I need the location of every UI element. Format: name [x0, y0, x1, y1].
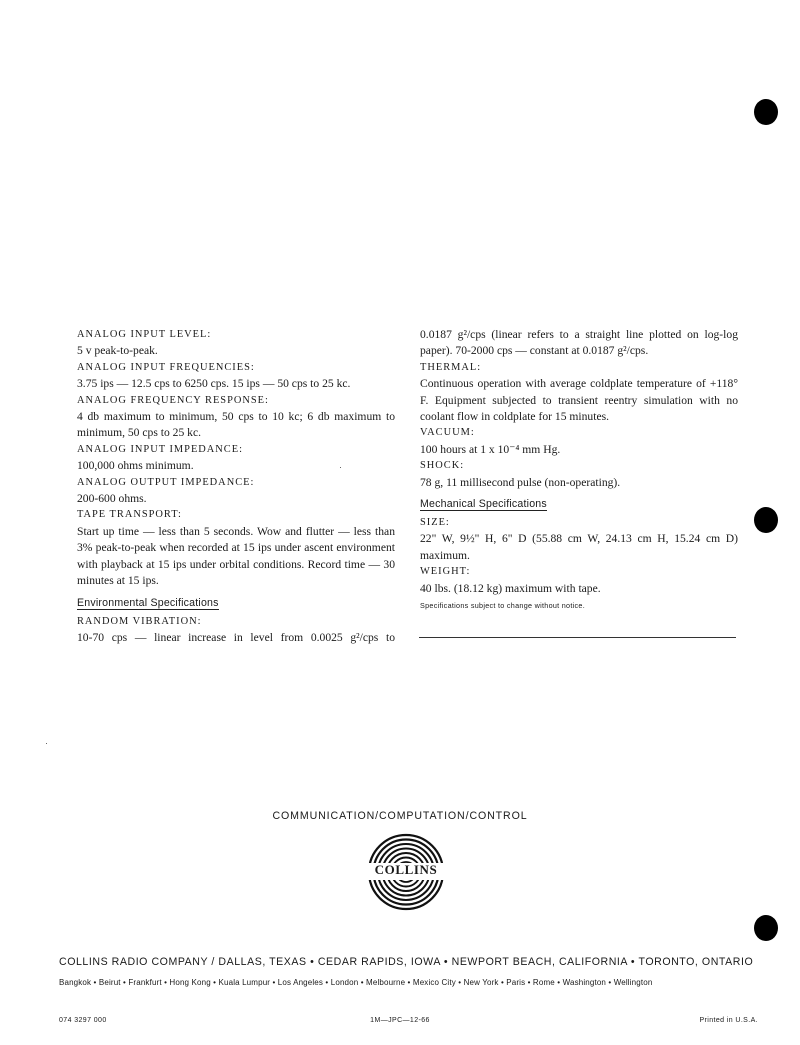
- spec-thermal: [420, 360, 738, 426]
- specifications-disclaimer: Specifications subject to change without notice.: [420, 601, 586, 611]
- divider-rule: [419, 637, 736, 638]
- office-cities-line: Bangkok • Beirut • Frankfurt • Hong Kong • Kuala Lumpur • Los Angeles • London • Melbourne • Mexico City • New York • Paris • Rome • Washington • Wellington: [59, 978, 653, 987]
- spec-random-vibration: [77, 614, 395, 647]
- company-tagline: COMMUNICATION/COMPUTATION/CONTROL: [272, 810, 528, 822]
- environmental-specifications-heading: Environmental Specifications: [77, 596, 219, 609]
- spec-label: ANALOG INPUT IMPEDANCE:: [77, 443, 243, 455]
- spec-label: SIZE:: [420, 517, 450, 529]
- print-code: 1M—JPC—12-66: [370, 1017, 430, 1024]
- spec-value: Start up time — less than 5 seconds. Wow and flutter — less than 3% peak-to-peak when recorded at 15 ips under ascent environment with playback at 15 ips under orbital conditions. Record time — 30 minutes at 15 ips.: [77, 524, 395, 588]
- right-spec-column: [420, 327, 738, 615]
- spec-value: 10-70 cps — linear increase in level from 0.0025 g²/cps to: [77, 630, 395, 644]
- spec-analog-input-impedance: [77, 442, 395, 475]
- spec-value: 40 lbs. (18.12 kg) maximum with tape.: [420, 581, 601, 595]
- spec-shock: [420, 458, 738, 491]
- spec-label: RANDOM VIBRATION:: [77, 615, 202, 627]
- spec-weight: [420, 564, 738, 597]
- spec-value: 200-600 ohms.: [77, 492, 147, 506]
- paper-speck: [46, 743, 47, 744]
- company-address-line: COLLINS RADIO COMPANY / DALLAS, TEXAS • CEDAR RAPIDS, IOWA • NEWPORT BEACH, CALIFORNIA • TORONTO, ONTARIO: [59, 956, 754, 968]
- printed-in-usa: Printed in U.S.A.: [699, 1017, 758, 1024]
- spec-label: TAPE TRANSPORT:: [77, 509, 182, 521]
- spec-tape-transport: [77, 507, 395, 589]
- mechanical-specifications-heading: Mechanical Specifications: [420, 498, 547, 511]
- spec-analog-frequency-response: [77, 393, 395, 442]
- spec-value: 100 hours at 1 x 10⁻⁴ mm Hg.: [420, 442, 561, 456]
- spec-value: Continuous operation with average coldplate temperature of +118° F. Equipment subjected to transient reentry simulation with no coolant flow in coldplate for 15 minutes.: [420, 377, 738, 424]
- spec-value: 3.75 ips — 12.5 cps to 6250 cps. 15 ips — 50 cps to 25 kc.: [77, 377, 351, 391]
- spec-value: 5 v peak-to-peak.: [77, 344, 158, 358]
- spec-value: 100,000 ohms minimum.: [77, 459, 194, 473]
- spec-label: WEIGHT:: [420, 566, 471, 578]
- spec-label: ANALOG INPUT FREQUENCIES:: [77, 361, 255, 373]
- spec-analog-output-impedance: [77, 475, 395, 508]
- left-spec-column: [77, 327, 395, 646]
- spec-label: VACUUM:: [420, 427, 475, 439]
- spec-value: 78 g, 11 millisecond pulse (non-operating).: [420, 475, 621, 489]
- spec-label: ANALOG INPUT LEVEL:: [77, 329, 212, 340]
- spec-label: THERMAL:: [420, 361, 482, 373]
- spec-analog-input-level: [77, 327, 395, 360]
- spec-value: 22" W, 9½" H, 6" D (55.88 cm W, 24.13 cm H, 15.24 cm D) maximum.: [420, 532, 738, 562]
- collins-logo-text: COLLINS: [367, 863, 445, 877]
- random-vibration-continuation: 0.0187 g²/cps (linear refers to a straight line plotted on log-log paper). 70-2000 cps — constant at 0.0187 g²/cps.: [420, 328, 738, 358]
- spec-label: ANALOG FREQUENCY RESPONSE:: [77, 394, 269, 406]
- punch-hole-bottom: [754, 915, 778, 941]
- document-number: 074 3297 000: [59, 1017, 107, 1024]
- punch-hole-top: [754, 99, 778, 125]
- spec-analog-input-frequencies: [77, 360, 395, 393]
- spec-label: SHOCK:: [420, 460, 465, 472]
- punch-hole-middle: [754, 507, 778, 533]
- spec-label: ANALOG OUTPUT IMPEDANCE:: [77, 476, 255, 488]
- spec-size: [420, 515, 738, 564]
- spec-vacuum: [420, 425, 738, 458]
- spec-value: 4 db maximum to minimum, 50 cps to 10 kc; 6 db maximum to minimum, 50 cps to 25 kc.: [77, 410, 395, 440]
